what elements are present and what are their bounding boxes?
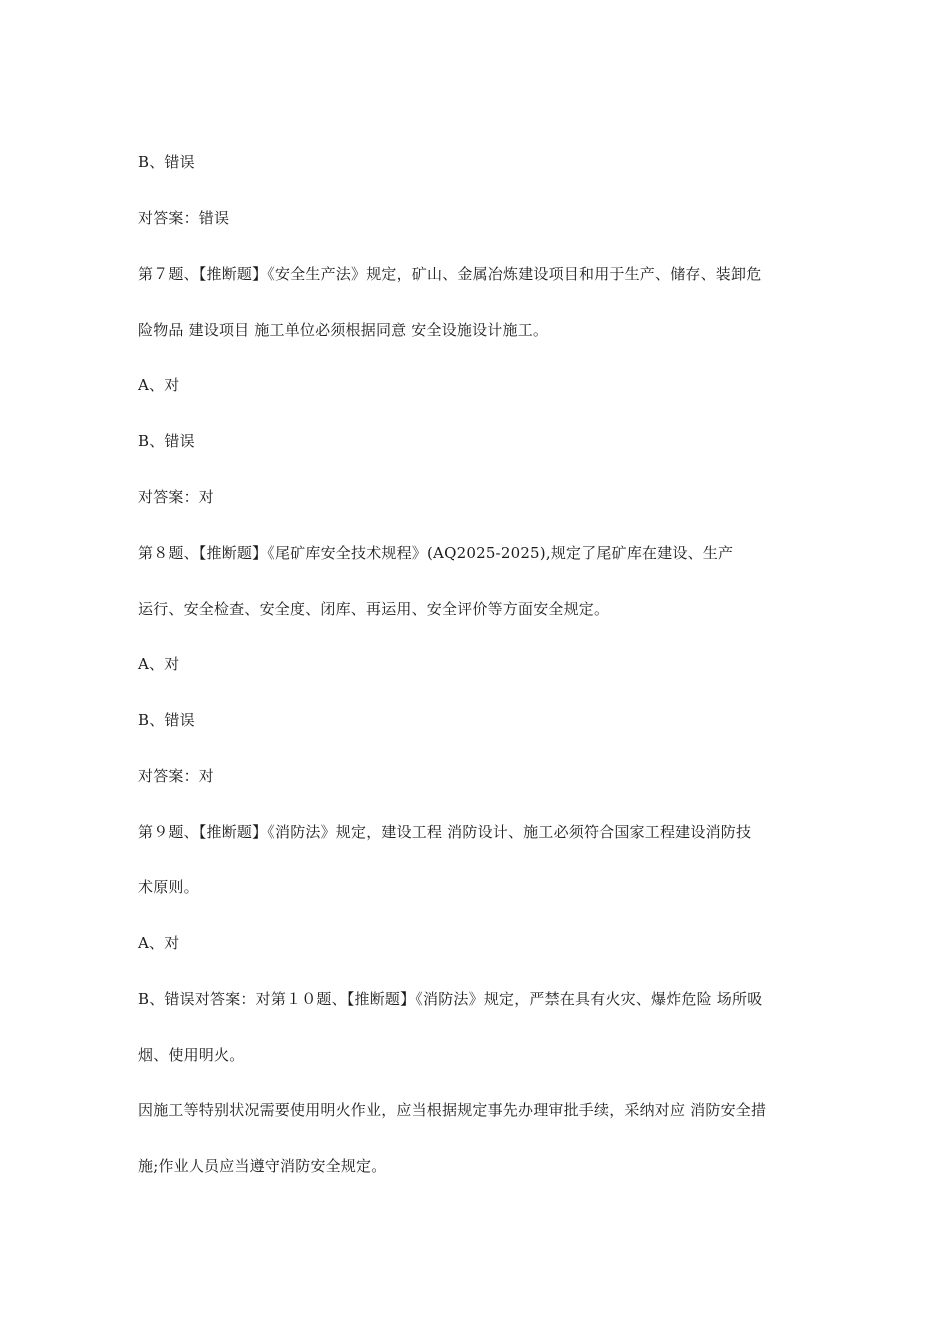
question-9-line-1: 第９题、【推断题】《消防法》规定，建设工程 消防设计、施工必须符合国家工程建设消防技 <box>138 823 752 841</box>
question-10-line-2: 烟、使用明火。 <box>138 1046 245 1064</box>
option-b-answer-q10-line-1: B、错误对答案：对第１０题、【推断题】《消防法》规定，严禁在具有火灾、爆炸危险 场所吸 <box>138 990 763 1008</box>
question-9-line-2: 术原则。 <box>138 878 199 896</box>
question-8-line-2: 运行、安全检查、安全度、闭库、再运用、安全评价等方面安全规定。 <box>138 600 610 618</box>
answer-q6: 对答案：错误 <box>138 209 230 227</box>
option-a-q7: A、对 <box>138 376 180 394</box>
paragraph-line-2: 施;作业人员应当遵守消防安全规定。 <box>138 1157 387 1175</box>
answer-q7: 对答案：对 <box>138 488 215 506</box>
question-7-line-1: 第７题、【推断题】《安全生产法》规定，矿山、金属冶炼建设项目和用于生产、储存、装卸危 <box>138 265 762 283</box>
option-b-q7: B、错误 <box>138 432 195 450</box>
option-b-q6: B、错误 <box>138 153 195 171</box>
option-a-q9: A、对 <box>138 934 180 952</box>
question-7-line-2: 险物品 建设项目 施工单位必须根据同意 安全设施设计施工。 <box>138 321 549 339</box>
paragraph-line-1: 因施工等特别状况需要使用明火作业，应当根据规定事先办理审批手续，采纳对应 消防安全措 <box>138 1101 767 1119</box>
answer-q8: 对答案：对 <box>138 767 215 785</box>
option-b-q8: B、错误 <box>138 711 195 729</box>
option-a-q8: A、对 <box>138 655 180 673</box>
question-8-line-1: 第８题、【推断题】《尾矿库安全技术规程》(AQ2025-2025),规定了尾矿库在建设、生产 <box>138 544 734 562</box>
